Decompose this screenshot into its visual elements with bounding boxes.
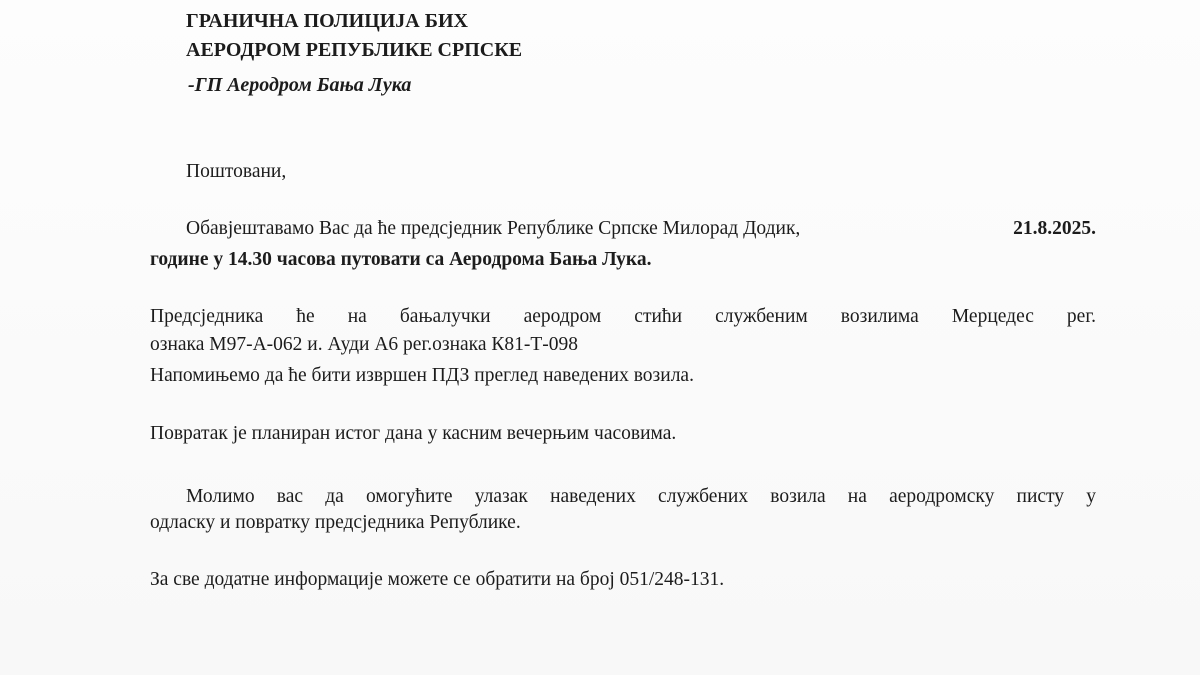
- paragraph-1-date: 21.8.2025.: [1013, 218, 1096, 239]
- paragraph-1-line-1: [186, 217, 1096, 241]
- header-line-airport: АЕРОДРОМ РЕПУБЛИКЕ СРПСКЕ: [186, 39, 523, 61]
- paragraph-1-line-2: године у 14.30 часова путовати са Аеродрома Бања Лука.: [150, 249, 652, 270]
- paragraph-4-line-1: Молимо вас да омогућите улазак наведених службених возила на аеродромску писту у: [186, 486, 1096, 507]
- paragraph-4-line-2: одласку и повратку предсједника Републике.: [150, 512, 521, 533]
- paragraph-2-line-1: Предсједника ће на бањалучки аеродром стићи службеним возилима Мерцедес рег.: [150, 306, 1096, 327]
- header-line-unit: -ГП Аеродром Бања Лука: [188, 74, 412, 96]
- paragraph-2-line-2: ознака М97-А-062 и. Ауди А6 рег.ознака К81-Т-098: [150, 334, 579, 355]
- header-line-institution: ГРАНИЧНА ПОЛИЦИЈА БИХ: [186, 10, 468, 32]
- paragraph-5: За све додатне информације можете се обратити на број 051/248-131.: [150, 569, 725, 590]
- salutation: Поштовани,: [186, 161, 287, 182]
- paragraph-1-text: Обавјештавамо Вас да ће предсједник Републике Српске Милорад Додик,: [186, 218, 801, 239]
- paragraph-3: Повратак је планиран истог дана у касним вечерњим часовима.: [150, 423, 677, 444]
- paragraph-2-line-3: Напомињемо да ће бити извршен ПДЗ преглед наведених возила.: [150, 365, 694, 386]
